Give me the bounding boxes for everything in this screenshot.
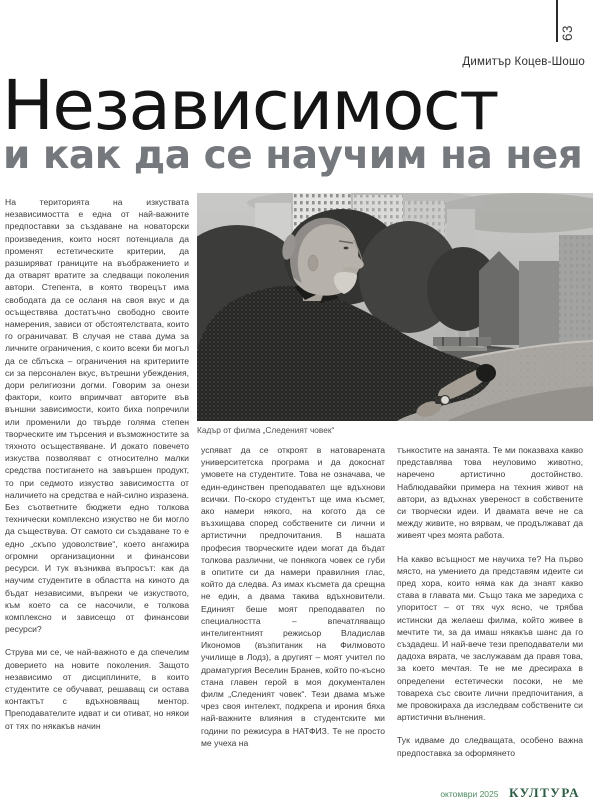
page-number-text: 63: [559, 24, 575, 42]
footer-issue-date: октомври 2025: [440, 789, 499, 799]
text-column-3: [397, 444, 583, 774]
article-title: Независимост: [2, 66, 498, 146]
ear: [308, 255, 318, 271]
watch-face: [441, 396, 450, 405]
eye: [344, 247, 349, 250]
weir-bridge: [433, 337, 491, 351]
paragraph: На какво всъщност ме научиха те? На първо място, на умението да представям идеите си пред хора, които няма как да знаят какво става в главата ми. Също така ме заредиха с упоритост – от тях чух ясно, че трябва истински да желаеш филма, който живее в мечтите ти, за да имаш някакъв шанс да го създадеш. И най-вече тези преподаватели ми дадоха вярата, че заслужавам да правя това, за което мечтая. Те не ме дресираха в определени естетически посоки, не ме товареха със своите лични предпочитания, а ме провокираха да изследвам собствените си артистични вълнения.: [397, 553, 583, 723]
paragraph: Струва ми се, че най-важното е да спечелим доверието на новите поколения. Защото независимо от дисциплините, в които студентите се обучават, решаващ си остава контактът с вдъхновяващ ментор. Преподавателите идват и си отиват, но някои от тях по някакъв начин: [5, 647, 189, 731]
paragraph: успяват да се откроят в натоварената университетска програма и да докоснат умовете на студентите. Това не означава, че един-единствен преподавател ще вдъхнови всички. По-скоро студентът ще има късмет, ако намери някого, на когото да се възхищава според собствените си лични и артистични предпочитания. В нашата професия творческите идеи могат да бъдат толкова различни, че понякога човек се губи в опитите си да намери правилния глас, който да следва. Аз имах късмета да срещна не един, а двама такива вдъхновители. Единият беше моят преподавател по специалността – впечатляващо интелигентният режисьор Владислав Икономов (възпитаник на Филмовото училище в Лодз), а другият – моят учител по драматургия Веселин Бранев, който по-късно стана главен герой в моя документален филм „Следеният човек“. Тези двама мъже чрез своя интелект, подкрепа и ирония бяха най-важните влияния в студентските ми години по режисура в НАТФИЗ. Те не просто ме учеха на: [201, 445, 385, 748]
rolled-cuff: [476, 364, 496, 382]
photo-caption: Кадър от филма „Следеният човек“: [197, 425, 335, 435]
page-footer: [440, 784, 580, 802]
article-photo: [197, 193, 593, 421]
article-subtitle: и как да се научим на нея: [3, 133, 583, 178]
text-column-1: [5, 196, 189, 774]
text-column-2: [201, 444, 385, 774]
author-byline: Димитър Коцев-Шошо: [462, 56, 585, 68]
paragraph: Тук идваме до следващата, особено важна предпоставка за оформянето: [397, 735, 583, 758]
film-still-illustration: [197, 193, 593, 421]
paragraph: На територията на изкуствата независимостта е една от най-важните предпоставки за създаване на новаторски произведения, които носят потенциала да променят естетическите критерии, да разширяват границите на въображението и да отварят вратите за следващи поколения автори. Степента, в която творецът има свободата да се осланя на своя вкус и да осъществява достатъчно свободно своите намерения, зависи от обстоятелствата, които го ограничават. В случая не става дума за личните ограничения, с които всеки би могъл да се сблъска – ограничения на критериите си за персонален вкус, вътрешни убеждения, дори религиозни догми. Говорим за онези фактори, които впримчват авторите във външни зависимости, които биха попречили или променили до твърде голяма степен творческите им търсения и възможностите за тяхното осъществяване. И докато повечето изкуства позволяват с относително малки средства постигането на завършен продукт, то при седмото изкуство зависимостта от наличието на средства е най-силно изразена. Без съответните бюджети едно толкова технически комплексно изкуство не би могло да съществува. От самото си създаване то е едно „скъпо удоволствие“, което ангажира огромни организационни и финансови ресурси. И тук възниква въпросът: как да научим студентите в областта на киното да бъдат независими, въпреки че изкуството, към което са се насочили, е толкова комплексно и зависещо от финансови ресурси?: [5, 197, 189, 635]
page-number: [552, 18, 582, 48]
footer-magazine-logo: КУЛТУРА: [508, 785, 580, 800]
paragraph: тънкостите на занаята. Те ми показваха какво представлява това неуловимо животно, наречено артистично достойнство. Наблюдавайки примера на техния живот на автори, аз вдъхнах увереност в собствените си творчески идеи. И двамата вече не са между живите, но вярвам, че продължават да живеят чрез моята работа.: [397, 445, 583, 541]
